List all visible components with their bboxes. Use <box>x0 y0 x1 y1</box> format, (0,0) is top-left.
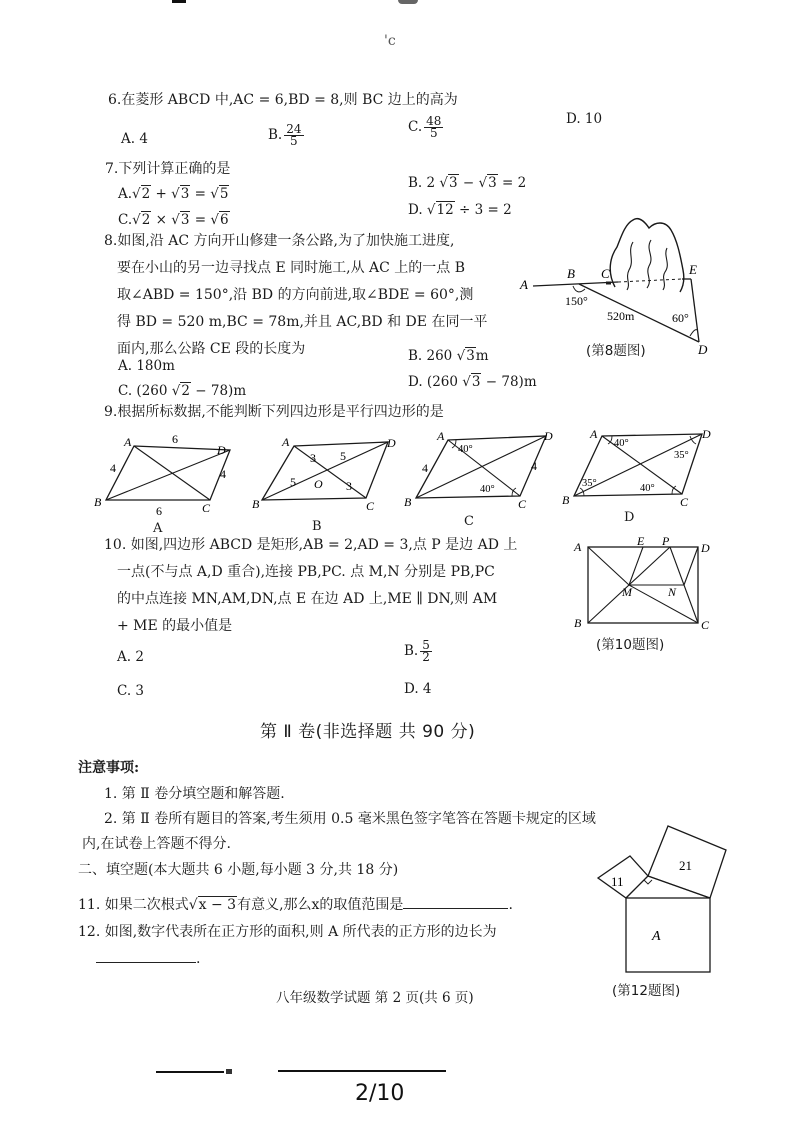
side-right: 4 <box>531 459 537 473</box>
q6-option-a: A. 4 <box>121 131 148 147</box>
q10-figure-caption: (第10题图) <box>596 637 665 653</box>
question-7-stem: 7.下列计算正确的是 <box>105 161 231 177</box>
scan-line <box>156 1071 224 1073</box>
segment-od: 5 <box>340 449 346 463</box>
q9-figure-d <box>560 424 720 520</box>
fig10-label-n: N <box>668 585 677 599</box>
vertex-b: B <box>252 497 260 511</box>
q10-option-a: A. 2 <box>117 649 144 665</box>
fig8-label-c: C <box>601 266 610 281</box>
angle-arc-b <box>573 286 585 292</box>
mountain-outline <box>610 219 684 292</box>
angle-label: 40° <box>480 484 495 495</box>
vertex-a: A <box>590 427 598 441</box>
q6-option-b: B. $\frac{24}{5}$ <box>268 122 302 148</box>
side-top: 6 <box>172 432 178 446</box>
segment-dn <box>684 547 698 585</box>
page-indicator: 2/10 <box>355 1081 405 1106</box>
fig10-label-b: B <box>574 616 582 630</box>
vertex-b: B <box>94 495 102 509</box>
segment-oc: 3 <box>346 479 352 493</box>
angle-label: 40° <box>458 444 473 455</box>
section-title: 第 Ⅱ 卷(非选择题 共 90 分) <box>260 722 476 742</box>
fig8-angle-60: 60° <box>672 311 689 325</box>
q10-option-c: C. 3 <box>117 683 145 699</box>
q10-option-d: D. 4 <box>404 681 432 697</box>
fig10-label-e: E <box>637 534 645 548</box>
vertex-c: C <box>680 495 689 509</box>
triangle-leg <box>626 876 648 898</box>
fig10-label-d: D <box>701 541 710 555</box>
q9-figure-b-label: B <box>312 519 322 534</box>
vertex-d: D <box>387 436 396 450</box>
q12-figure-caption: (第12题图) <box>612 983 681 999</box>
q6-option-c: C. $\frac{48}{5}$ <box>408 114 442 140</box>
q8-option-b: B. 260 √3m <box>408 348 489 364</box>
question-10-stem: 10. 如图,四边形 ABCD 是矩形,AB = 2,AD = 3,点 P 是边 AD 上 一点(不与点 A,D 重合),连接 PB,PC. 点 M,N 分别是 PB,PC 的中点连接 MN,AM,DN,点 E 在边 AD 上,ME ∥ DN,则 AM + ME 的最小值是 <box>104 537 518 634</box>
road-ac <box>533 282 618 286</box>
fig8-label-b: B <box>567 266 575 281</box>
fig8-label-a: A <box>520 277 528 292</box>
parallelogram <box>106 446 230 500</box>
segment-ob: 5 <box>290 475 296 489</box>
q9-figure-c <box>400 426 552 526</box>
vertex-a: A <box>437 429 445 443</box>
answer-blank <box>96 950 196 963</box>
segment-me <box>629 547 643 585</box>
vertex-d: D <box>544 429 553 443</box>
label-a: A <box>652 929 661 944</box>
scan-mark <box>172 0 186 3</box>
notice-item-2: 2. 第 Ⅱ 卷所有题目的答案,考生须用 0.5 毫米黑色签字笔答在答题卡规定的区域 <box>104 811 596 827</box>
fig8-label-e: E <box>689 262 697 277</box>
answer-blank <box>403 896 508 909</box>
notice-item-2-cont: 内,在试卷上答题不得分. <box>82 836 231 852</box>
fig8-label-d: D <box>698 342 708 357</box>
notice-title: 注意事项: <box>78 760 140 776</box>
vertex-b: B <box>562 493 570 507</box>
side-left: 4 <box>110 461 116 475</box>
q8-figure-caption: (第8题图) <box>586 343 646 359</box>
q10-figure <box>572 533 717 633</box>
q9-figure-c-label: C <box>464 514 474 529</box>
vertex-d: D <box>702 427 711 441</box>
fig8-length-520: 520m <box>607 309 635 323</box>
question-12-answer: . <box>96 950 200 967</box>
q7-option-a: A.√2 + √3 = √5 <box>118 186 229 202</box>
q8-option-a: A. 180m <box>118 358 175 374</box>
q9-figure-d-label: D <box>624 510 635 525</box>
vertex-d: D <box>217 443 226 457</box>
q9-figure-b <box>252 430 396 530</box>
q7-option-b: B. 2 √3 − √3 = 2 <box>408 175 527 191</box>
vertex-c: C <box>366 499 375 513</box>
vertex-a: A <box>282 435 290 449</box>
scan-line <box>226 1069 232 1074</box>
q7-option-c: C.√2 × √3 = √6 <box>118 212 229 228</box>
mountain-ridge <box>663 248 667 290</box>
angle-label: 40° <box>640 483 655 494</box>
label-11: 11 <box>611 874 624 889</box>
angle-arc-d <box>690 330 697 336</box>
q7-option-d: D. √12 ÷ 3 = 2 <box>408 202 512 218</box>
vertex-c: C <box>518 497 527 511</box>
question-12: 12. 如图,数字代表所在正方形的面积,则 A 所代表的正方形的边长为 <box>78 924 497 940</box>
angle-label: 35° <box>674 450 689 461</box>
angle-label: 40° <box>614 438 629 449</box>
right-angle-mark <box>644 880 652 884</box>
part-two-heading: 二、填空题(本大题共 6 小题,每小题 3 分,共 18 分) <box>78 862 399 878</box>
vertex-c: C <box>202 501 211 515</box>
fig8-angle-150: 150° <box>565 294 588 308</box>
vertex-o: O <box>314 477 323 491</box>
q6-option-d: D. 10 <box>566 111 603 127</box>
segment-oa: 3 <box>310 451 316 465</box>
scan-line <box>278 1070 446 1072</box>
diagonal-bd <box>106 450 230 500</box>
q9-figure-a <box>90 430 230 530</box>
vertex-a: A <box>124 435 132 449</box>
notice-item-1: 1. 第 Ⅱ 卷分填空题和解答题. <box>104 786 285 802</box>
side-left: 4 <box>422 461 428 475</box>
question-9-stem: 9.根据所标数据,不能判断下列四边形是平行四边形的是 <box>104 404 444 420</box>
q10-option-b: B. $\frac{5}{2}$ <box>404 638 430 664</box>
angle-label: 35° <box>582 478 597 489</box>
side-bottom: 6 <box>156 504 162 518</box>
fig10-label-a: A <box>574 540 582 554</box>
diagonal-ac <box>294 446 366 498</box>
q8-figure <box>515 212 720 360</box>
q12-figure <box>590 826 730 974</box>
segment-mc <box>629 585 698 623</box>
vertex-b: B <box>404 495 412 509</box>
segment-am <box>588 547 629 585</box>
question-8-stem: 8.如图,沿 AC 方向开山修建一条公路,为了加快施工进度, 要在小山的另一边寻找点 E 同时施工,从 AC 上的一点 B 取∠ABD = 150°,沿 BD 的方向前进,取∠BDE = 60°,测 得 BD = 520 m,BC = 78m,并且 AC,BD 和 DE 在同一平 面内,那么公路 CE 段的长度为 <box>104 233 488 357</box>
side-right: 4 <box>220 467 226 481</box>
label-21: 21 <box>679 858 692 873</box>
scan-mark <box>398 0 418 4</box>
page-footer: 八年级数学试题 第 2 页(共 6 页) <box>276 990 474 1006</box>
fig10-label-c: C <box>701 618 710 632</box>
fig10-label-m: M <box>622 585 632 599</box>
q9-figure-a-label: A <box>153 521 163 536</box>
q8-option-c: C. (260 √2 − 78)m <box>118 383 247 399</box>
mountain-ridge <box>627 242 633 290</box>
fig10-label-p: P <box>662 534 670 548</box>
square-a <box>626 898 710 972</box>
q8-option-d: D. (260 √3 − 78)m <box>408 374 537 390</box>
scan-mark: 'c <box>384 33 396 49</box>
triangle-leg <box>648 876 710 898</box>
question-6-stem: 6.在菱形 ABCD 中,AC = 6,BD = 8,则 BC 边上的高为 <box>108 92 458 108</box>
question-11: 11. 如果二次根式√x − 3有意义,那么x的取值范围是 . <box>78 897 513 913</box>
